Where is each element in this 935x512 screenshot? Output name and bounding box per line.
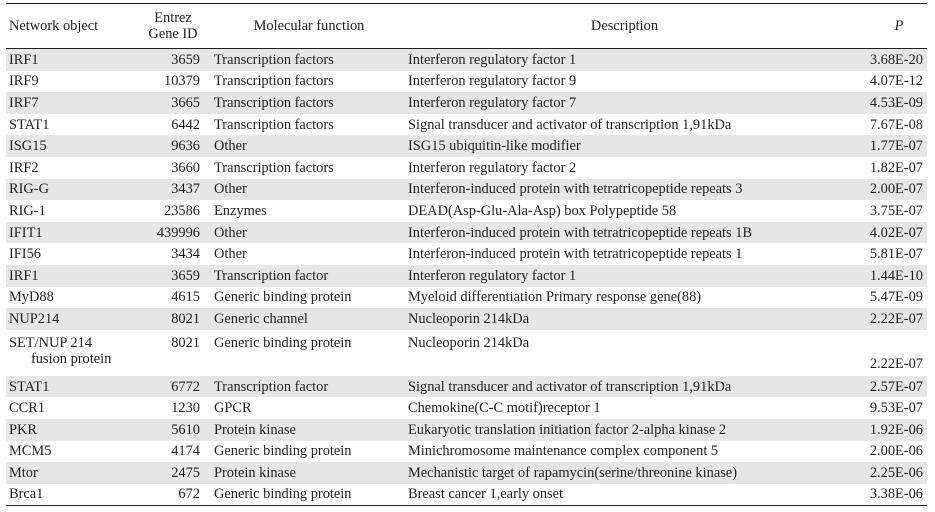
cell-description: Interferon-induced protein with tetratricopeptide repeats 1B	[406, 222, 843, 244]
cell-gene-id: 4615	[134, 287, 212, 309]
header-p-value: P	[894, 18, 904, 34]
header-molecular-function: Molecular function	[253, 18, 365, 34]
cell-gene-id: 3659	[134, 265, 212, 287]
cell-description: Interferon regulatory factor 7	[406, 92, 843, 114]
cell-network-object: IRF9	[6, 71, 134, 93]
cell-molecular-function: Transcription factors	[212, 157, 406, 179]
cell-molecular-function: Transcription factors	[212, 114, 406, 136]
table-row	[6, 179, 927, 201]
cell-network-object: IRF2	[6, 157, 134, 179]
cell-gene-id: 8021	[134, 330, 212, 376]
cell-description: DEAD(Asp-Glu-Ala-Asp) box Polypeptide 58	[406, 200, 843, 222]
cell-description: Interferon regulatory factor 2	[406, 157, 843, 179]
cell-network-object: IRF7	[6, 92, 134, 114]
table-row	[6, 419, 927, 441]
cell-network-object: RIG-1	[6, 200, 134, 222]
table-row	[6, 376, 927, 398]
cell-p-value: 1.82E-07	[843, 157, 927, 179]
cell-network-object: Mtor	[6, 462, 134, 484]
cell-network-object: IFI56	[6, 243, 134, 265]
cell-p-value: 4.02E-07	[843, 222, 927, 244]
table-row	[6, 243, 927, 265]
header-row	[6, 4, 927, 49]
cell-description: Interferon regulatory factor 1	[406, 49, 843, 71]
cell-gene-id: 2475	[134, 462, 212, 484]
cell-molecular-function: Generic binding protein	[212, 441, 406, 463]
cell-p-value: 5.47E-09	[843, 287, 927, 309]
table-row	[6, 92, 927, 114]
cell-description: Breast cancer 1,early onset	[406, 484, 843, 506]
cell-molecular-function: Generic binding protein	[212, 484, 406, 506]
table-row	[6, 441, 927, 463]
cell-network-object: STAT1	[6, 114, 134, 136]
cell-gene-id: 10379	[134, 71, 212, 93]
cell-gene-id: 23586	[134, 200, 212, 222]
table-row	[6, 484, 927, 506]
cell-molecular-function: Generic binding protein	[212, 287, 406, 309]
table-body	[6, 49, 927, 506]
table-row	[6, 157, 927, 179]
cell-gene-id: 3434	[134, 243, 212, 265]
cell-network-object: IFIT1	[6, 222, 134, 244]
cell-network-object: ISG15	[6, 135, 134, 157]
cell-network-object: IRF1	[6, 265, 134, 287]
cell-gene-id: 672	[134, 484, 212, 506]
cell-p-value: 2.22E-07	[843, 330, 927, 376]
cell-molecular-function: Generic binding protein	[212, 330, 406, 376]
cell-molecular-function: Other	[212, 135, 406, 157]
cell-network-object: IRF1	[6, 49, 134, 71]
network-objects-table-container	[6, 3, 927, 506]
header-entrez-gene-id	[134, 4, 212, 49]
cell-network-object: STAT1	[6, 376, 134, 398]
cell-p-value: 3.68E-20	[843, 49, 927, 71]
cell-p-value: 3.38E-06	[843, 484, 927, 506]
table-row	[6, 397, 927, 419]
cell-molecular-function: Other	[212, 179, 406, 201]
cell-gene-id: 3665	[134, 92, 212, 114]
cell-gene-id: 5610	[134, 419, 212, 441]
cell-p-value: 1.77E-07	[843, 135, 927, 157]
table-row	[6, 222, 927, 244]
table-row	[6, 308, 927, 330]
cell-description: ISG15 ubiquitin-like modifier	[406, 135, 843, 157]
cell-molecular-function: Other	[212, 222, 406, 244]
cell-network-object: Brca1	[6, 484, 134, 506]
cell-description: Interferon-induced protein with tetratricopeptide repeats 3	[406, 179, 843, 201]
cell-gene-id: 8021	[134, 308, 212, 330]
cell-network-object: NUP214	[6, 308, 134, 330]
header-entrez-line2: Gene ID	[148, 26, 198, 42]
cell-molecular-function: Protein kinase	[212, 462, 406, 484]
table-row	[6, 265, 927, 287]
cell-description: Mechanistic target of rapamycin(serine/threonine kinase)	[406, 462, 843, 484]
cell-p-value: 1.44E-10	[843, 265, 927, 287]
cell-p-value: 3.75E-07	[843, 200, 927, 222]
cell-description: Nucleoporin 214kDa	[406, 330, 843, 376]
cell-p-value: 7.67E-08	[843, 114, 927, 136]
cell-description: Interferon regulatory factor 9	[406, 71, 843, 93]
cell-molecular-function: Transcription factors	[212, 71, 406, 93]
cell-gene-id: 3660	[134, 157, 212, 179]
cell-network-object-line2: fusion protein	[31, 350, 112, 367]
network-objects-table	[6, 3, 927, 506]
cell-gene-id: 1230	[134, 397, 212, 419]
cell-gene-id: 6442	[134, 114, 212, 136]
table-row	[6, 287, 927, 309]
table-row	[6, 330, 927, 376]
cell-p-value: 1.92E-06	[843, 419, 927, 441]
table-row	[6, 114, 927, 136]
cell-description: Minichromosome maintenance complex component 5	[406, 441, 843, 463]
cell-network-object: PKR	[6, 419, 134, 441]
cell-gene-id: 3437	[134, 179, 212, 201]
cell-molecular-function: Transcription factor	[212, 265, 406, 287]
header-entrez-line1: Entrez	[154, 10, 192, 26]
cell-description: Eukaryotic translation initiation factor 2-alpha kinase 2	[406, 419, 843, 441]
cell-molecular-function: Transcription factors	[212, 49, 406, 71]
header-network-object: Network object	[9, 18, 99, 34]
cell-p-value: 2.00E-06	[843, 441, 927, 463]
cell-network-object-line1: SET/NUP 214	[9, 334, 93, 351]
cell-description: Myeloid differentiation Primary response gene(88)	[406, 287, 843, 309]
cell-molecular-function: Protein kinase	[212, 419, 406, 441]
header-description: Description	[590, 18, 659, 34]
cell-gene-id: 4174	[134, 441, 212, 463]
cell-description: Interferon-induced protein with tetratricopeptide repeats 1	[406, 243, 843, 265]
cell-gene-id: 439996	[134, 222, 212, 244]
cell-p-value: 2.25E-06	[843, 462, 927, 484]
cell-molecular-function: Generic channel	[212, 308, 406, 330]
cell-network-object	[6, 330, 134, 376]
cell-network-object: MyD88	[6, 287, 134, 309]
cell-molecular-function: Other	[212, 243, 406, 265]
cell-gene-id: 9636	[134, 135, 212, 157]
cell-molecular-function: Transcription factors	[212, 92, 406, 114]
cell-p-value: 4.07E-12	[843, 71, 927, 93]
table-row	[6, 71, 927, 93]
cell-description: Signal transducer and activator of transcription 1,91kDa	[406, 376, 843, 398]
cell-gene-id: 6772	[134, 376, 212, 398]
cell-molecular-function: Transcription factor	[212, 376, 406, 398]
cell-description: Signal transducer and activator of transcription 1,91kDa	[406, 114, 843, 136]
cell-network-object: MCM5	[6, 441, 134, 463]
table-row	[6, 49, 927, 71]
cell-network-object: RIG-G	[6, 179, 134, 201]
cell-gene-id: 3659	[134, 49, 212, 71]
table-row	[6, 135, 927, 157]
cell-molecular-function: Enzymes	[212, 200, 406, 222]
table-row	[6, 462, 927, 484]
cell-p-value: 9.53E-07	[843, 397, 927, 419]
cell-network-object: CCR1	[6, 397, 134, 419]
cell-p-value: 2.00E-07	[843, 179, 927, 201]
cell-molecular-function: GPCR	[212, 397, 406, 419]
cell-p-value: 4.53E-09	[843, 92, 927, 114]
cell-p-value: 5.81E-07	[843, 243, 927, 265]
cell-description: Nucleoporin 214kDa	[406, 308, 843, 330]
cell-p-value: 2.22E-07	[843, 308, 927, 330]
table-row	[6, 200, 927, 222]
table-header	[6, 4, 927, 49]
cell-description: Interferon regulatory factor 1	[406, 265, 843, 287]
cell-description: Chemokine(C-C motif)receptor 1	[406, 397, 843, 419]
cell-p-value: 2.57E-07	[843, 376, 927, 398]
